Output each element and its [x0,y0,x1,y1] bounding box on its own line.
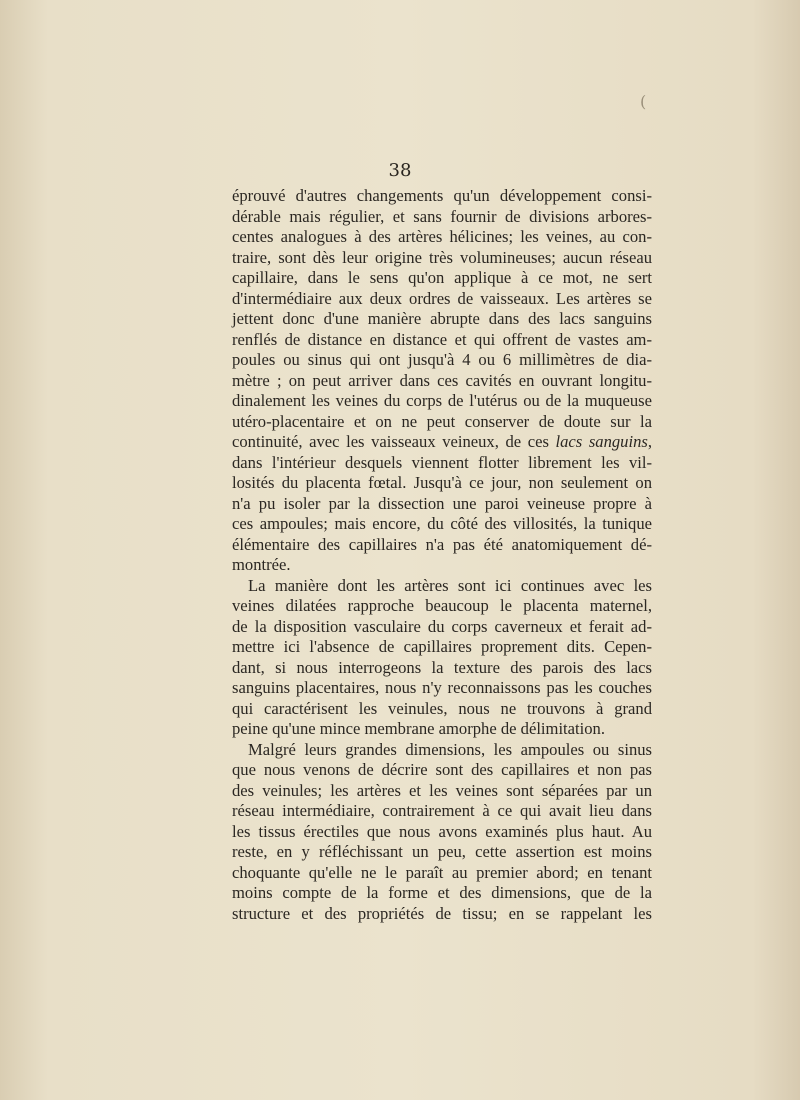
text-line: réseau intermédiaire, contrairement à ce qui avait lieu dans [232,801,652,820]
text-line: éprouvé d'autres changements qu'un développement consi- [232,186,652,205]
text-line: dant, si nous interrogeons la texture des parois des lacs [232,657,652,677]
text-line: mètre ; on peut arriver dans ces cavités en ouvrant longitu- [232,370,652,390]
text-line: que nous venons de décrire sont des capillaires et non pas [232,760,652,779]
text-line: poules ou sinus qui ont jusqu'à 4 ou 6 millimètres de dia- [232,350,652,369]
text-line: mettre ici l'absence de capillaires proprement dits. Cepen- [232,637,652,656]
text-line: utéro-placentaire et on ne peut conserver de doute sur la [232,411,652,431]
text-line: montrée. [232,555,291,574]
text-line: les tissus érectiles que nous avons examinés plus haut. Au [232,821,652,841]
text-line: peine qu'une mince membrane amorphe de délimitation. [232,719,605,738]
body-text [232,186,652,924]
text-line: jettent donc d'une manière abrupte dans des lacs sanguins [232,309,652,328]
text-line: sanguins placentaires, nous n'y reconnaissons pas les couches [232,678,652,697]
text-line: dinalement les veines du corps de l'utérus ou de la muqueuse [232,391,652,410]
text-line: n'a pu isoler par la dissection une paroi veineuse propre à [232,493,652,513]
text-line: Malgré leurs grandes dimensions, les ampoules ou sinus [248,739,652,759]
text-line: renflés de distance en distance et qui offrent de vastes am- [232,329,652,349]
text-line: des veinules; les artères et les veines sont séparées par un [232,780,652,800]
text-line: ces ampoules; mais encore, du côté des villosités, la tunique [232,514,652,533]
emphasized-term: lacs sanguins [555,432,648,451]
text-line: veines dilatées rapproche beaucoup le placenta maternel, [232,596,652,615]
text-line: de la disposition vasculaire du corps caverneux et ferait ad- [232,616,652,636]
text-line: traire, sont dès leur origine très volumineuses; aucun réseau [232,247,652,267]
text-line: moins compte de la forme et des dimensions, que de la [232,883,652,902]
text-line: dans l'intérieur desquels viennent flotter librement les vil- [232,452,652,472]
text-line: dérable mais régulier, et sans fournir de divisions arbores- [232,206,652,226]
text-line: capillaire, dans le sens qu'on applique à ce mot, ne sert [232,268,652,287]
text-line: élémentaire des capillaires n'a pas été anatomiquement dé- [232,534,652,554]
margin-mark: ( [640,92,647,111]
text-line: continuité, avec les vaisseaux veineux, de ces lacs sanguins, [232,432,652,451]
text-line: reste, en y réfléchissant un peu, cette assertion est moins [232,842,652,861]
text-line: losités du placenta fœtal. Jusqu'à ce jour, non seulement on [232,473,652,492]
text-line: structure et des propriétés de tissu; en se rappelant les [232,903,652,923]
text-line: choquante qu'elle ne le paraît au premier abord; en tenant [232,862,652,882]
text-line: d'intermédiaire aux deux ordres de vaisseaux. Les artères se [232,288,652,308]
page-number: 38 [388,160,412,181]
text-line: La manière dont les artères sont ici continues avec les [248,575,652,595]
text-line: qui caractérisent les veinules, nous ne trouvons à grand [232,698,652,718]
text-line: centes analogues à des artères hélicines; les veines, au con- [232,227,652,246]
